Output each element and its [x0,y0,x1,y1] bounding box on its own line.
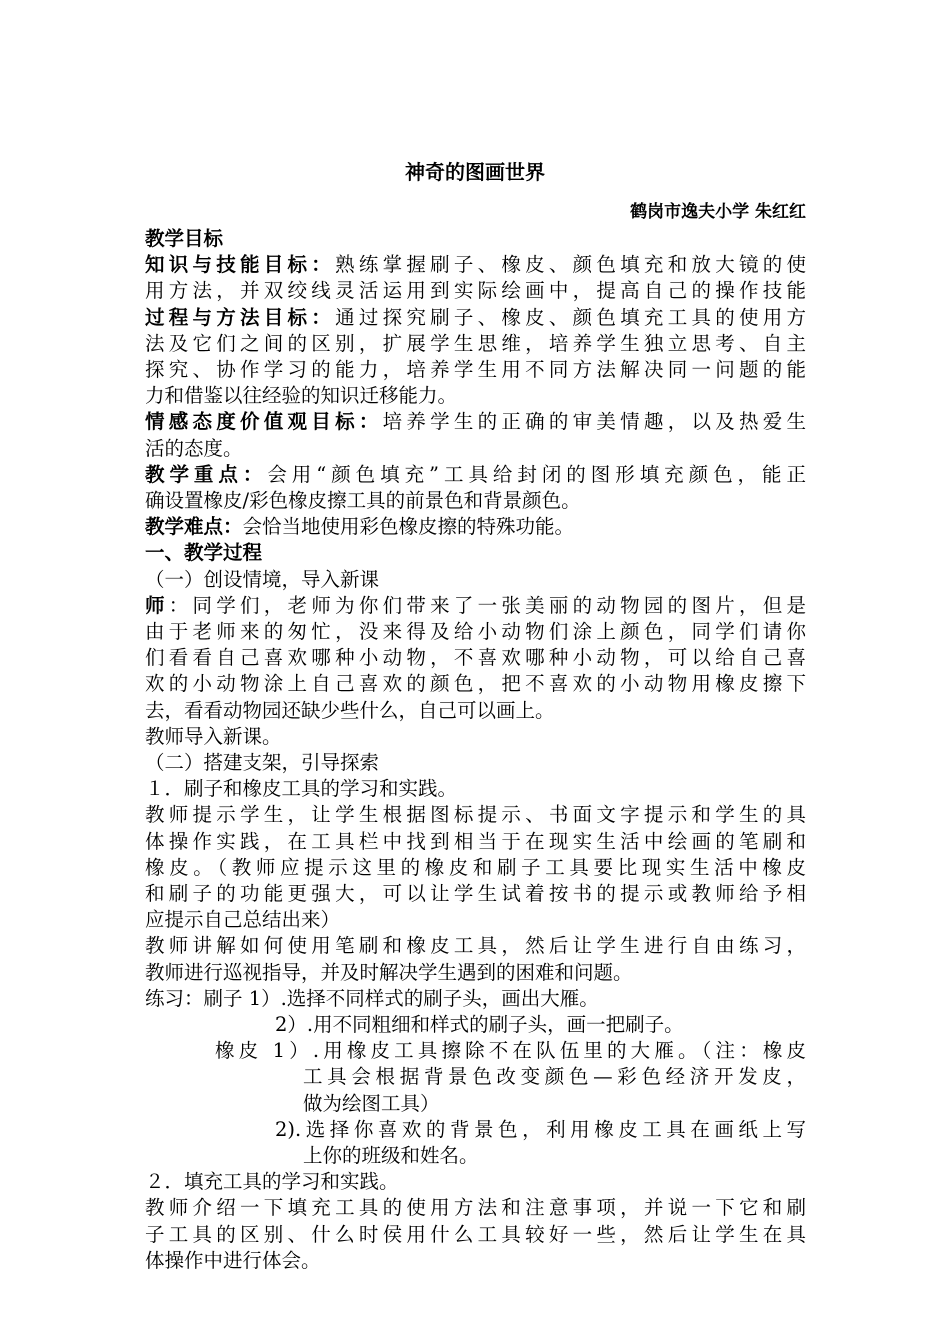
text-line [275,1117,806,1143]
text-line [145,933,806,959]
line-text: 会用“颜色填充”工具给封闭的图形填充颜色，能正 [267,462,806,486]
line-text: 教师导入新课。 [145,724,282,748]
text-line [145,278,806,304]
document-title: 神奇的图画世界 [405,160,545,184]
line-text: 应提示自己总结出来） [145,908,341,932]
text-line [145,252,806,278]
text-line [145,645,806,671]
document-author: 鹤岗市逸夫小学 朱红红 [630,202,806,222]
text-line [145,986,806,1012]
text-line [145,1169,806,1195]
line-text: 由于老师来的匆忙，没来得及给小动物们涂上颜色，同学们请你 [145,620,806,643]
text-line [145,671,806,697]
text-line [145,1248,806,1274]
line-text: 橡皮。（教师应提示这里的橡皮和刷子工具要比现实生活中橡皮 [145,855,806,879]
line-text: 活的态度。 [145,436,243,460]
line-label: 过程与方法目标： [145,305,336,329]
line-text: 教师进行巡视指导，并及时解决学生遇到的困难和问题。 [145,960,633,984]
line-text: 练习：刷子 1）.选择不同样式的刷子头，画出大雁。 [145,986,599,1010]
line-label: 情感态度价值观目标： [145,410,383,434]
line-text: 体操作实践，在工具栏中找到相当于在现实生活中绘画的笔刷和 [145,829,806,853]
line-text: 法及它们之间的区别，扩展学生思维，培养学生独立思考、自主 [145,331,806,355]
line-text: 橡皮 1）.用橡皮工具擦除不在队伍里的大雁。（注：橡皮 [215,1039,806,1063]
line-text: 欢的小动物涂上自己喜欢的颜色，把不喜欢的小动物用橡皮擦下 [145,672,806,696]
line-label: 教学重点： [145,462,268,486]
line-text: 会恰当地使用彩色橡皮擦的特殊功能。 [242,515,575,539]
line-text: ２．填充工具的学习和实践。 [145,1170,399,1194]
line-text: 熟练掌握刷子、橡皮、颜色填充和放大镜的使 [335,253,806,277]
text-line [145,357,806,383]
text-line [145,881,806,907]
text-line [145,409,806,435]
text-line [145,514,806,540]
text-line [145,619,806,645]
line-text: 力和借鉴以往经验的知识迁移能力。 [145,384,458,408]
text-line [303,1091,806,1117]
line-text: 用方法，并双绞线灵活运用到实际绘画中，提高自己的操作技能 [145,279,806,303]
text-line [145,226,806,252]
line-text: 确设置橡皮/彩色橡皮擦工具的前景色和背景颜色。 [145,489,581,512]
text-line [145,331,806,357]
text-line [145,776,806,802]
line-text: 培养学生的正确的审美情趣，以及热爱生 [382,410,806,434]
text-line [303,1064,806,1090]
text-line [145,436,806,462]
line-text: 们看看自己喜欢哪种小动物，不喜欢哪种小动物，可以给自己喜 [145,646,806,670]
text-line [145,488,806,514]
text-line [145,907,806,933]
text-line [145,724,806,750]
text-line [145,383,806,409]
line-label: 知识与技能目标： [145,253,336,277]
line-text: 子工具的区别、什么时侯用什么工具较好一些，然后让学生在具 [145,1222,806,1246]
line-text: 教师介绍一下填充工具的使用方法和注意事项，并说一下它和刷 [145,1196,806,1220]
text-line [145,1222,806,1248]
line-text: （二）搭建支架，引导探索 [145,751,380,774]
text-line [275,1012,806,1038]
text-line [145,567,806,593]
line-text: 做为绘图工具） [303,1091,440,1115]
text-line [145,698,806,724]
line-text: 通过探究刷子、橡皮、颜色填充工具的使用方 [335,305,806,329]
text-line [145,462,806,488]
line-text: １．刷子和橡皮工具的学习和实践。 [145,777,458,801]
section-heading: 一、教学过程 [145,541,263,565]
line-text: 工具会根据背景色改变颜色—彩色经济开发皮， [303,1065,806,1089]
line-text: 和刷子的功能更强大，可以让学生试着按书的提示或教师给予相 [145,882,806,905]
text-line [145,593,806,619]
line-label: 教学难点： [145,515,243,539]
line-text: 探究、协作学习的能力，培养学生用不同方法解决同一问题的能 [145,358,806,381]
text-line [145,305,806,331]
line-text: 上你的班级和姓名。 [303,1144,479,1167]
line-text: 教师讲解如何使用笔刷和橡皮工具，然后让学生进行自由练习， [145,934,806,958]
line-text: ：同学们，老师为你们带来了一张美丽的动物园的图片，但是 [168,593,806,617]
text-line [145,802,806,828]
text-line [145,829,806,855]
text-line [145,540,806,566]
line-text: 2).选择你喜欢的背景色，利用橡皮工具在画纸上写 [275,1117,806,1141]
line-text: （一）创设情境，导入新课 [145,567,380,591]
line-text: 体操作中进行体会。 [145,1248,321,1272]
text-line [145,855,806,881]
line-label: 师 [145,593,169,617]
section-heading: 教学目标 [145,227,224,250]
line-text: 教师提示学生，让学生根据图标提示、书面文字提示和学生的具 [145,803,806,827]
text-line [303,1143,806,1169]
text-line [145,960,806,986]
line-text: 2）.用不同粗细和样式的刷子头，画一把刷子。 [275,1013,684,1036]
text-line [215,1038,806,1064]
line-text: 去，看看动物园还缺少些什么，自己可以画上。 [145,698,555,722]
text-line [145,1195,806,1221]
text-line [145,750,806,776]
